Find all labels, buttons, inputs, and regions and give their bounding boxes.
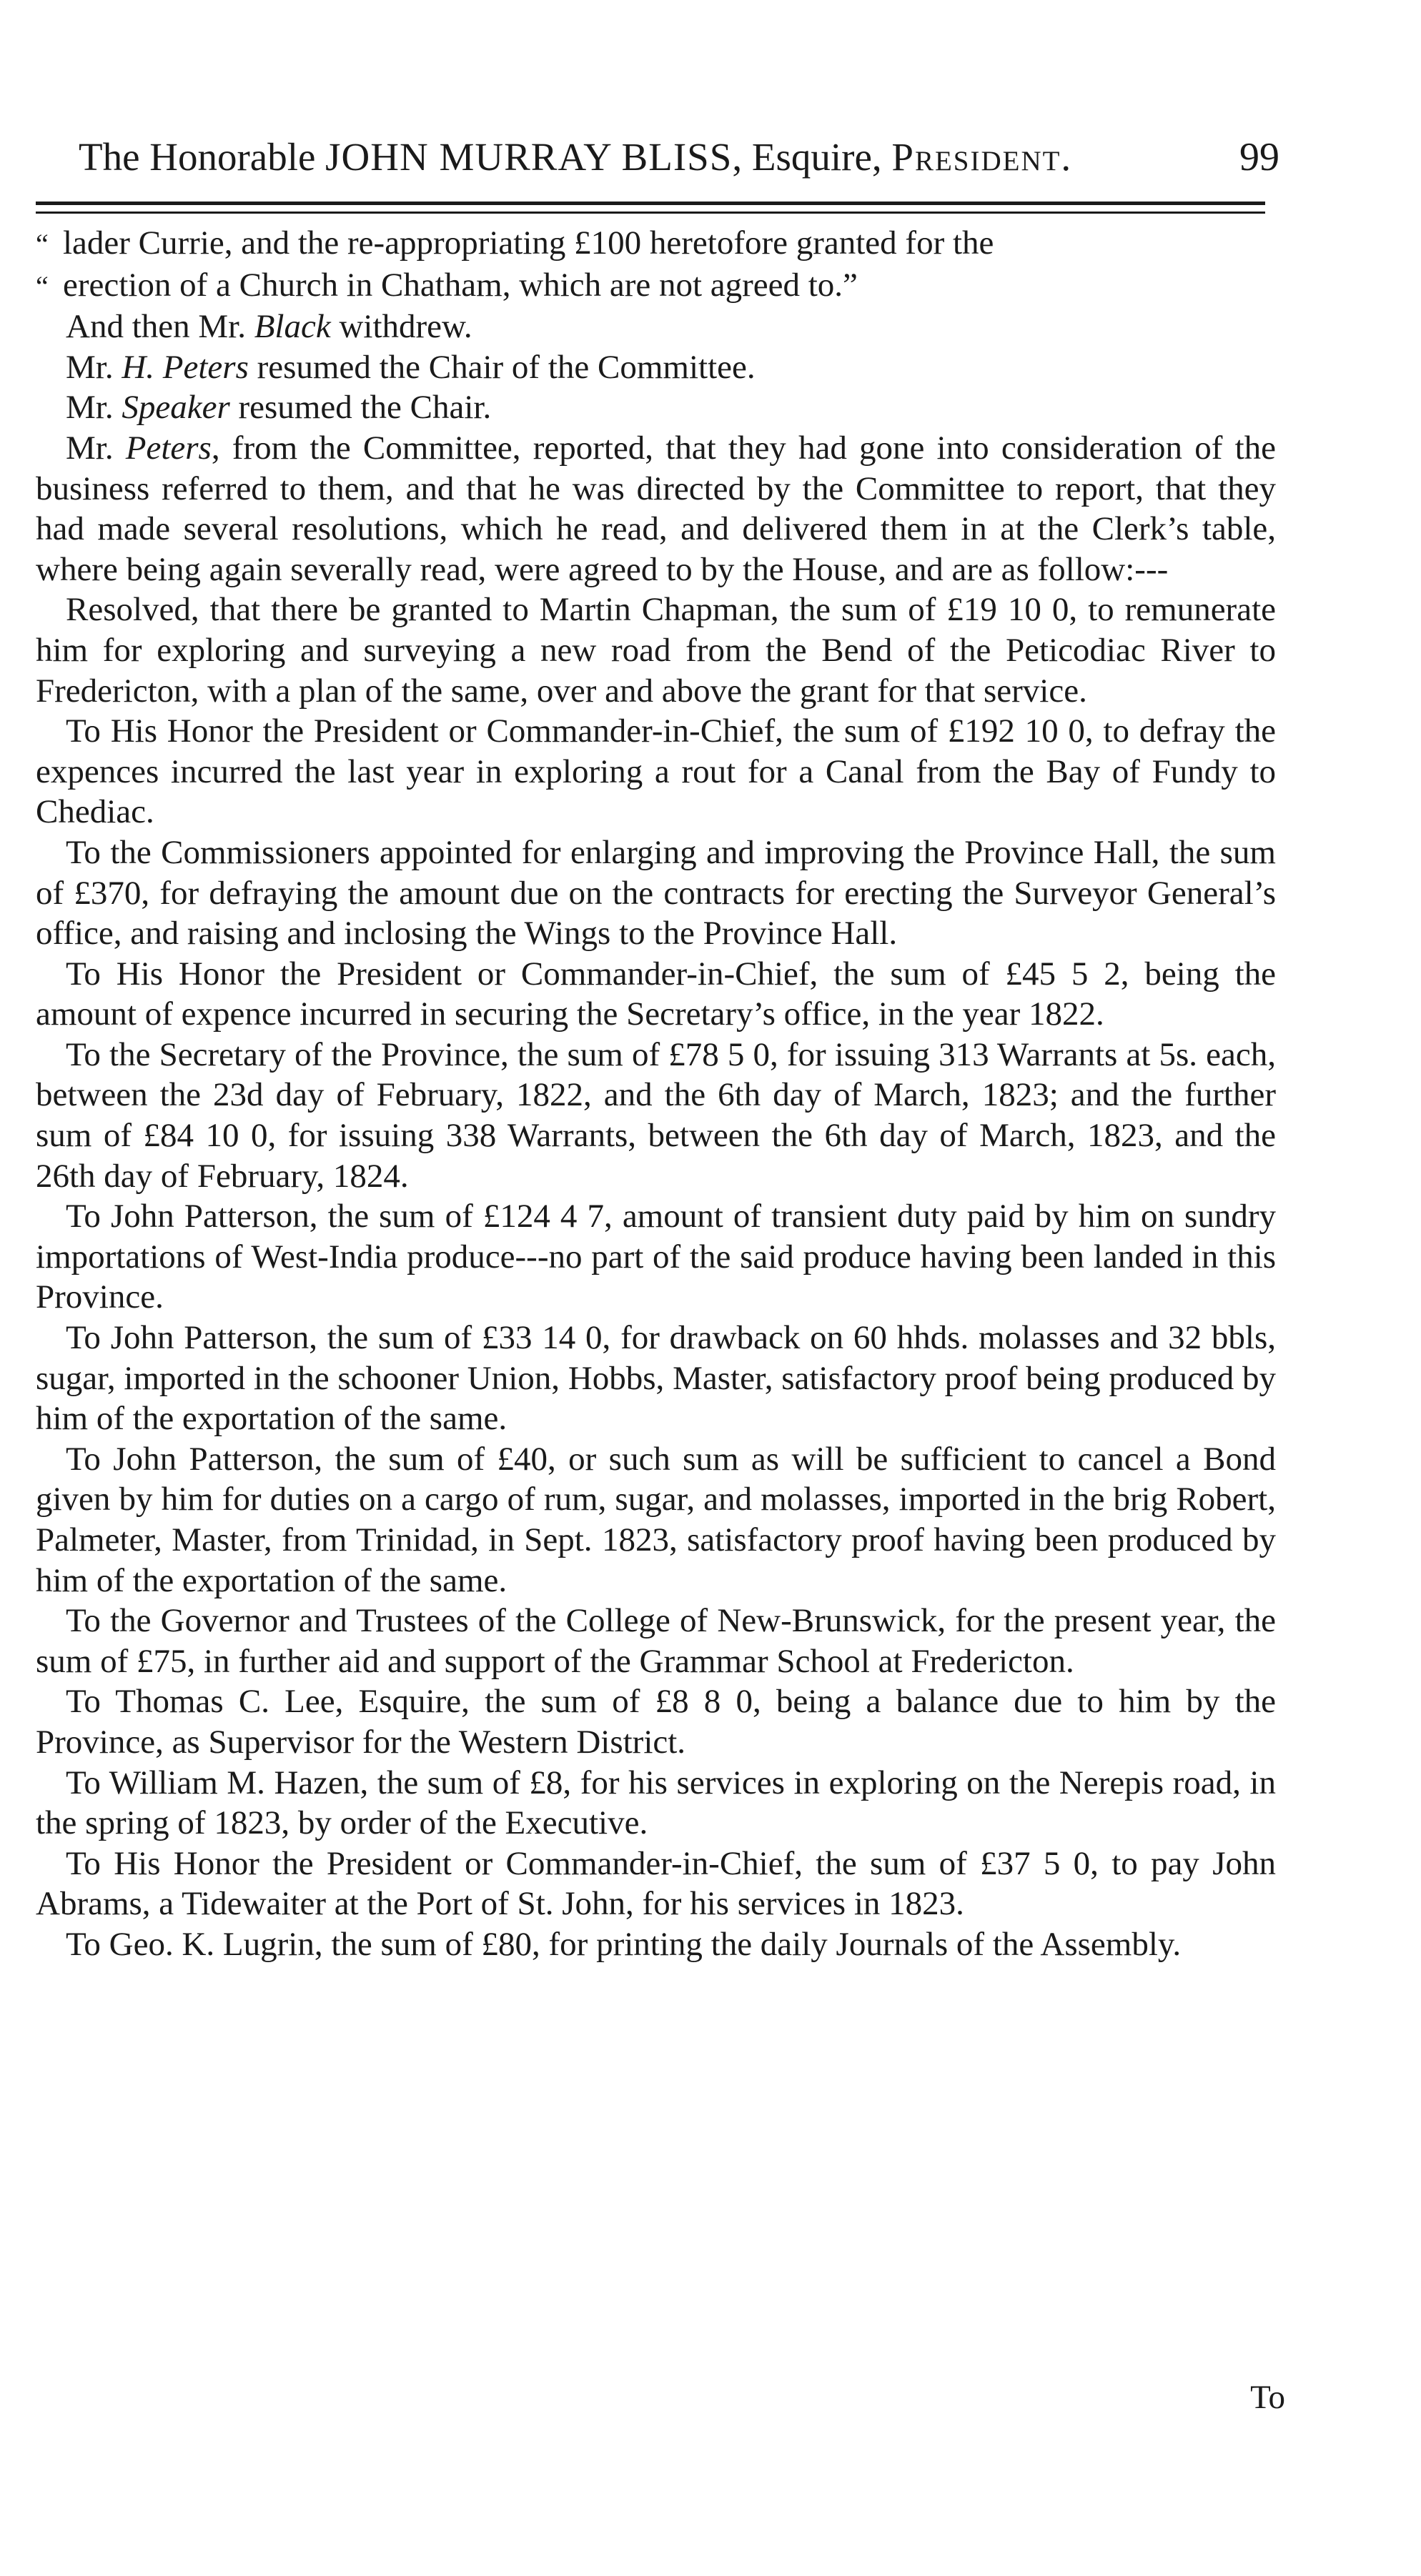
- grant-paragraph: To the Secretary of the Province, the sum of £78 5 0, for issuing 313 Warrants at 5s. each, between the 23d day of February, 1822, and the 6th day of March, 1823; and the further sum of £84 10 0, for issuing 338 Warrants, between the 6th day of March, 1823, and the 26th day of February, 1824.: [36, 1035, 1276, 1195]
- page-number: 99: [1239, 135, 1279, 179]
- paragraph: [36, 428, 1276, 590]
- paragraph-name-italic: H. Peters: [122, 348, 249, 386]
- paragraph-text: , from the Committee, reported, that they had gone into consideration of the business referred to them, and that he was directed by the Committee to report, that they had made several resolutions, which he read, and delivered them in at the Clerk’s table, where being again severally read, were agreed to by the House, and are as follow:---: [36, 429, 1276, 588]
- quote-text: lader Currie, and the re-appropriating £100 heretofore granted for the: [63, 224, 994, 262]
- grant-paragraph: To John Patterson, the sum of £124 4 7, amount of transient duty paid by him on sundry importations of West-India produce---no part of the said produce having been landed in this Province.: [36, 1198, 1276, 1316]
- grant-paragraph: To the Governor and Trustees of the College of New-Brunswick, for the present year, the sum of £75, in further aid and support of the Grammar School at Fredericton.: [36, 1602, 1276, 1680]
- header-name: JOHN MURRAY BLISS: [325, 135, 733, 179]
- paragraph: [36, 387, 1276, 428]
- paragraph-text: Mr.: [66, 389, 122, 427]
- grant-paragraph: To John Patterson, the sum of £33 14 0, for drawback on 60 hhds. molasses and 32 bbls, sugar, imported in the schooner Union, Hobbs, Master, satisfactory proof being produced by him of the exportation of the same.: [36, 1319, 1276, 1438]
- paragraph-name-italic: Peters: [125, 429, 212, 467]
- header-office: President.: [891, 135, 1073, 179]
- grant-paragraph: To Geo. K. Lugrin, the sum of £80, for printing the daily Journals of the Assembly.: [66, 1925, 1182, 1963]
- paragraph-text: And then Mr.: [66, 308, 254, 346]
- running-header: [79, 125, 1279, 189]
- paragraph-name-italic: Speaker: [122, 389, 230, 427]
- paragraph: [36, 307, 1276, 347]
- quote-line: [36, 223, 1276, 265]
- paragraph: [36, 347, 1276, 388]
- resolution-paragraph: Resolved, that there be granted to Martin Chapman, the sum of £19 10 0, to remunerate him for exploring and surveying a new road from the Bend of the Peticodiac River to Fredericton, with a plan of the same, over and above the grant for that service.: [36, 591, 1276, 710]
- grant-paragraph: To John Patterson, the sum of £40, or such sum as will be sufficient to cancel a Bond given by him for duties on a cargo of rum, sugar, and molasses, imported in the brig Robert, Palmeter, Master, from Trinidad, in Sept. 1823, satisfactory proof having been produced by him of the exportation of the same.: [36, 1440, 1276, 1599]
- header-suffix: , Esquire,: [732, 135, 892, 179]
- quote-line: [36, 265, 1276, 307]
- grant-paragraph: To His Honor the President or Commander-in-Chief, the sum of £37 5 0, to pay John Abrams, a Tidewaiter at the Port of St. John, for his services in 1823.: [36, 1844, 1276, 1923]
- paragraph-name-italic: Black: [254, 308, 331, 346]
- quote-text: erection of a Church in Chatham, which are not agreed to.”: [63, 266, 858, 304]
- paragraph-text: resumed the Chair.: [229, 389, 492, 427]
- paragraph-text: resumed the Chair of the Committee.: [248, 348, 756, 386]
- paragraph-text: withdrew.: [330, 308, 472, 346]
- grant-paragraph: To His Honor the President or Commander-in-Chief, the sum of £192 10 0, to defray the expences incurred the last year in exploring a rout for a Canal from the Bay of Fundy to Chediac.: [36, 712, 1276, 831]
- grant-paragraph: To His Honor the President or Commander-in-Chief, the sum of £45 5 2, being the amount of expence incurred in securing the Secretary’s office, in the year 1822.: [36, 955, 1276, 1033]
- body-text: [36, 223, 1276, 2467]
- paragraph-text: Mr.: [66, 348, 122, 386]
- running-title: [79, 125, 1072, 189]
- header-rule-thick: [36, 202, 1265, 205]
- grant-paragraph: To William M. Hazen, the sum of £8, for his services in exploring on the Nerepis road, in the spring of 1823, by order of the Executive.: [36, 1764, 1276, 1842]
- paragraph-text: Mr.: [66, 429, 126, 467]
- quote-mark: “: [36, 269, 49, 302]
- catchword: To: [1250, 2379, 1285, 2416]
- header-prefix: The Honorable: [79, 135, 326, 179]
- header-rule-thin: [36, 212, 1265, 214]
- grant-paragraph: To the Commissioners appointed for enlarging and improving the Province Hall, the sum of £370, for defraying the amount due on the contracts for erecting the Surveyor General’s office, and raising and inclosing the Wings to the Province Hall.: [36, 833, 1276, 953]
- quote-mark: “: [36, 228, 49, 260]
- grant-paragraph: To Thomas C. Lee, Esquire, the sum of £8 8 0, being a balance due to him by the Province, as Supervisor for the Western District.: [36, 1683, 1276, 1761]
